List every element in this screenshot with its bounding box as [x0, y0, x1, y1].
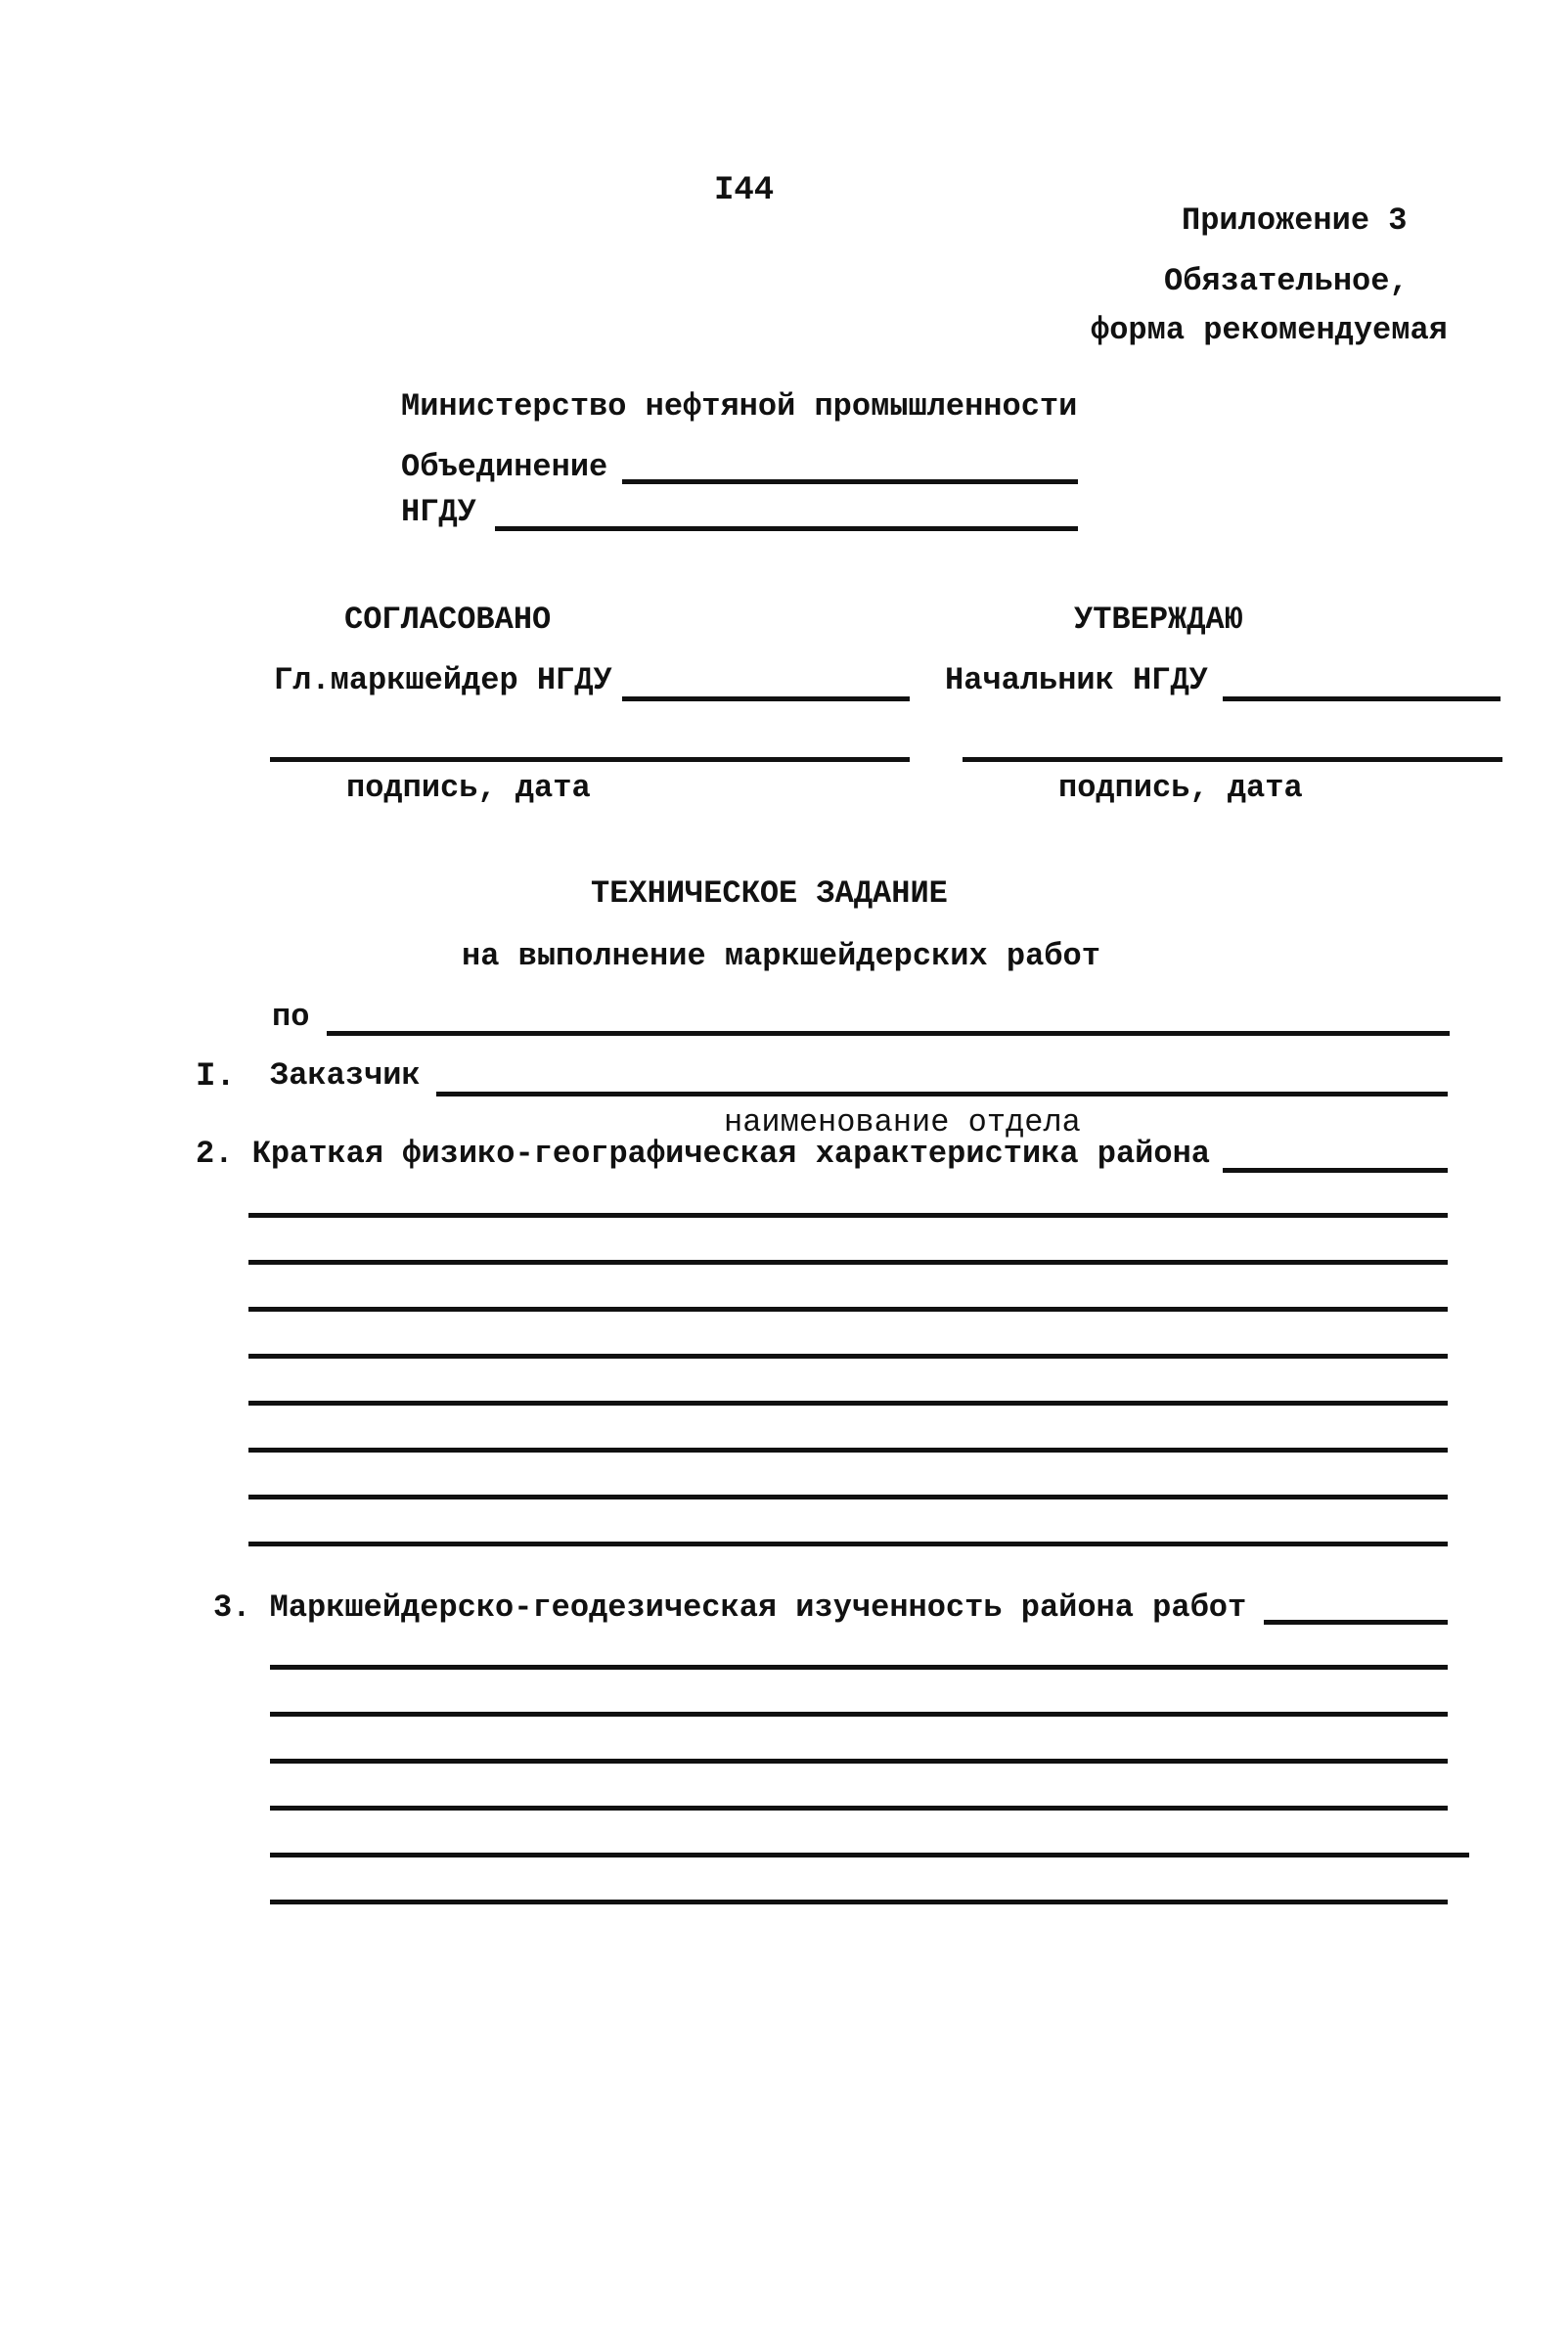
page-number: I44: [714, 172, 775, 209]
item2-line[interactable]: [248, 1542, 1448, 1546]
item2-field-line[interactable]: [1223, 1168, 1448, 1173]
approval-left-caption: подпись, дата: [346, 770, 591, 806]
item3-line[interactable]: [270, 1900, 1448, 1904]
appendix-line2: форма рекомендуемая: [1091, 312, 1448, 348]
item3-label: 3. Маркшейдерско-геодезическая изученность района работ: [213, 1589, 1247, 1626]
item3-line[interactable]: [270, 1759, 1448, 1764]
item2-line[interactable]: [248, 1213, 1448, 1218]
item1-field-line[interactable]: [436, 1092, 1448, 1096]
item2-line[interactable]: [248, 1307, 1448, 1312]
item2-line[interactable]: [248, 1495, 1448, 1499]
item2-line[interactable]: [248, 1448, 1448, 1453]
item3-line[interactable]: [270, 1712, 1448, 1717]
approval-left-role: Гл.маркшейдер НГДУ: [274, 662, 612, 698]
approval-right-caption: подпись, дата: [1058, 770, 1303, 806]
item3-line[interactable]: [270, 1806, 1448, 1811]
item3-line[interactable]: [270, 1853, 1469, 1857]
approval-right-title: УТВЕРЖДАЮ: [1074, 602, 1243, 638]
approval-left-role-line[interactable]: [622, 696, 910, 701]
po-label: по: [272, 999, 310, 1035]
document-title: ТЕХНИЧЕСКОЕ ЗАДАНИЕ: [591, 875, 948, 912]
approval-left-signature-line[interactable]: [270, 757, 910, 762]
approval-right-role: Начальник НГДУ: [945, 662, 1208, 698]
item2-line[interactable]: [248, 1260, 1448, 1265]
approval-right-signature-line[interactable]: [963, 757, 1502, 762]
ngdu-field-line[interactable]: [495, 526, 1078, 531]
appendix-line1: Обязательное,: [1164, 263, 1409, 299]
ngdu-label: НГДУ: [401, 494, 476, 530]
item2-line[interactable]: [248, 1401, 1448, 1406]
po-field-line[interactable]: [327, 1031, 1450, 1036]
item3-field-line[interactable]: [1264, 1620, 1448, 1625]
ministry-label: Министерство нефтяной промышленности: [401, 388, 1078, 425]
item1-number: I.: [196, 1058, 236, 1096]
document-subtitle: на выполнение маркшейдерских работ: [462, 938, 1100, 974]
approval-right-role-line[interactable]: [1223, 696, 1501, 701]
item1-label: Заказчик: [270, 1057, 421, 1094]
item2-label: 2. Краткая физико-географическая характеристика района: [196, 1136, 1210, 1172]
appendix-title: Приложение 3: [1182, 202, 1408, 239]
approval-left-title: СОГЛАСОВАНО: [344, 602, 552, 638]
item2-line[interactable]: [248, 1354, 1448, 1359]
association-label: Объединение: [401, 449, 608, 485]
item1-caption: наименование отдела: [724, 1104, 1081, 1141]
item3-line[interactable]: [270, 1665, 1448, 1670]
association-field-line[interactable]: [622, 479, 1078, 484]
